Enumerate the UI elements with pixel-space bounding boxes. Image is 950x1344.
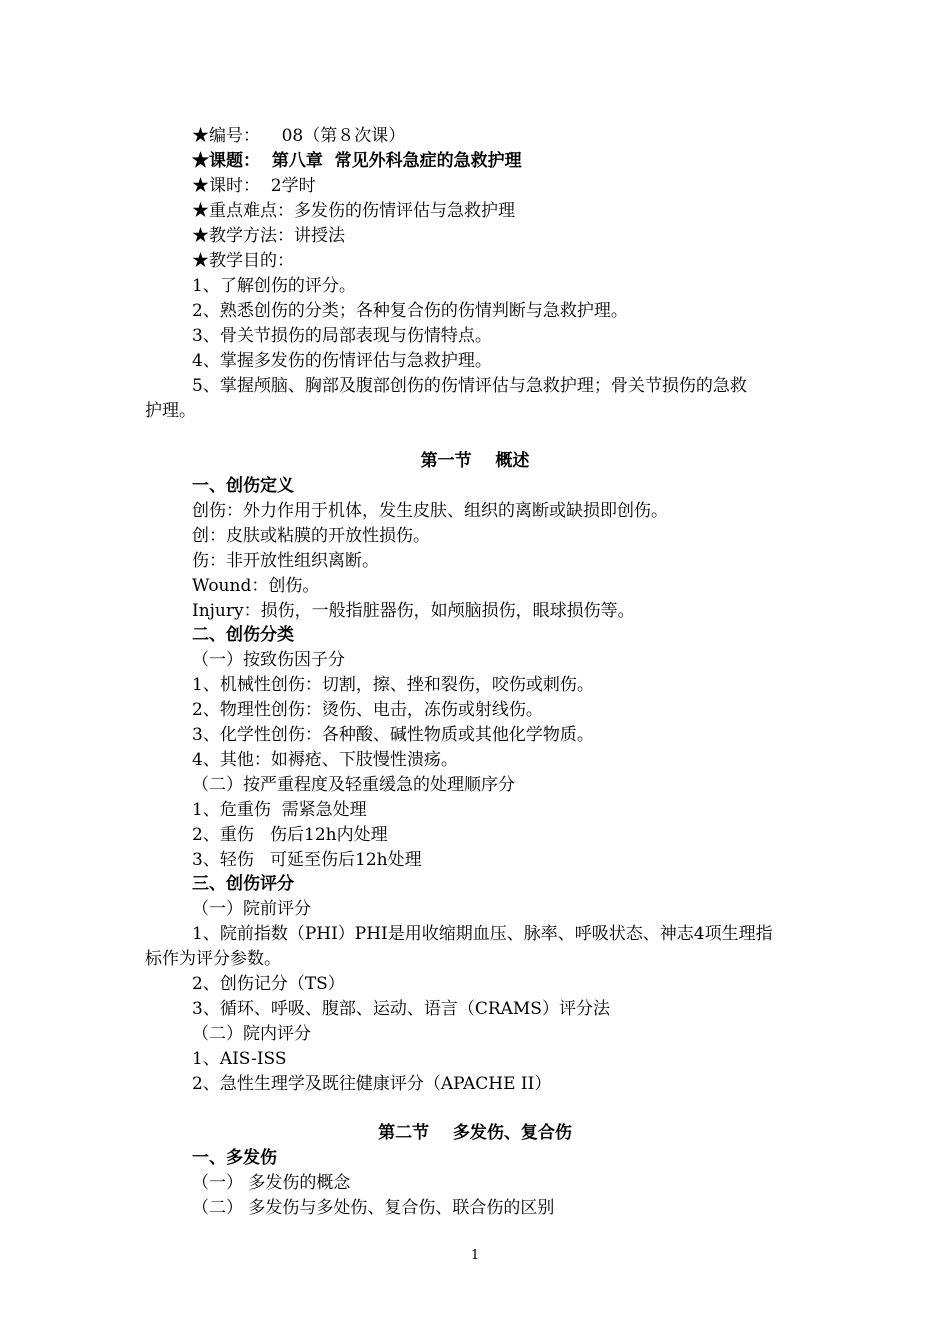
lesson-hours: ★课时： 2学时 <box>192 176 316 196</box>
scoring-item-continued: 标作为评分参数。 <box>145 949 281 969</box>
scoring-item: 2、急性生理学及既往健康评分（APACHE II） <box>192 1074 552 1094</box>
severity-item: 3、轻伤 可延至伤后12h处理 <box>192 850 422 870</box>
definition-line: Injury：损伤，一般指脏器伤，如颅脑损伤，眼球损伤等。 <box>192 601 635 621</box>
severity-item: 2、重伤 伤后12h内处理 <box>192 825 388 845</box>
section1-heading-scoring: 三、创伤评分 <box>192 874 294 894</box>
classification-item: 2、物理性创伤：烫伤、电击，冻伤或射线伤。 <box>192 700 543 720</box>
teaching-method: ★教学方法：讲授法 <box>192 226 345 246</box>
multiple-injury-item: （二） 多发伤与多处伤、复合伤、联合伤的区别 <box>192 1198 555 1218</box>
classification-subheading: （二）按严重程度及轻重缓急的处理顺序分 <box>192 775 515 795</box>
classification-item: 1、机械性创伤：切割，擦、挫和裂伤，咬伤或刺伤。 <box>192 675 594 695</box>
objective-item: 3、骨关节损伤的局部表现与伤情特点。 <box>192 326 492 346</box>
section1-heading-definition: 一、创伤定义 <box>192 476 294 496</box>
page-number: 1 <box>470 1248 480 1263</box>
severity-item: 1、危重伤 需紧急处理 <box>192 800 367 820</box>
classification-item: 4、其他：如褥疮、下肢慢性溃疡。 <box>192 750 458 770</box>
classification-item: 3、化学性创伤：各种酸、碱性物质或其他化学物质。 <box>192 725 594 745</box>
definition-line: 伤：非开放性组织离断。 <box>192 551 379 571</box>
scoring-item: 1、AIS-ISS <box>192 1049 287 1069</box>
section2-heading-multiple-injury: 一、多发伤 <box>192 1148 277 1168</box>
classification-subheading: （一）按致伤因子分 <box>192 650 345 670</box>
scoring-subheading: （二）院内评分 <box>192 1024 311 1044</box>
objective-item: 2、熟悉创伤的分类；各种复合伤的伤情判断与急救护理。 <box>192 301 628 321</box>
multiple-injury-item: （一） 多发伤的概念 <box>192 1173 351 1193</box>
section1-heading-classification: 二、创伤分类 <box>192 625 294 645</box>
objective-item: 4、掌握多发伤的伤情评估与急救护理。 <box>192 351 492 371</box>
definition-line: 创伤：外力作用于机体，发生皮肤、组织的离断或缺损即创伤。 <box>192 501 668 521</box>
objectives-title: ★教学目的： <box>192 251 294 271</box>
objective-item: 5、掌握颅脑、胸部及腹部创伤的伤情评估与急救护理；骨关节损伤的急救 <box>192 376 747 396</box>
section1-title: 第一节 概述 <box>420 451 530 471</box>
objective-item-continued: 护理。 <box>145 401 196 421</box>
scoring-item: 3、循环、呼吸、腹部、运动、语言（CRAMS）评分法 <box>192 999 610 1019</box>
lesson-topic: ★课题： 第八章 常见外科急症的急救护理 <box>192 151 522 171</box>
scoring-subheading: （一）院前评分 <box>192 899 311 919</box>
definition-line: Wound：创伤。 <box>192 576 320 596</box>
scoring-item: 2、创伤记分（TS） <box>192 974 345 994</box>
key-points: ★重点难点：多发伤的伤情评估与急救护理 <box>192 201 515 221</box>
objective-item: 1、了解创伤的评分。 <box>192 276 356 296</box>
definition-line: 创：皮肤或粘膜的开放性损伤。 <box>192 526 430 546</box>
scoring-item: 1、院前指数（PHI）PHI是用收缩期血压、脉率、呼吸状态、神志4项生理指 <box>192 924 773 944</box>
lesson-number: ★编号： 08（第８次课） <box>192 126 406 146</box>
section2-title: 第二节 多发伤、复合伤 <box>378 1123 572 1143</box>
